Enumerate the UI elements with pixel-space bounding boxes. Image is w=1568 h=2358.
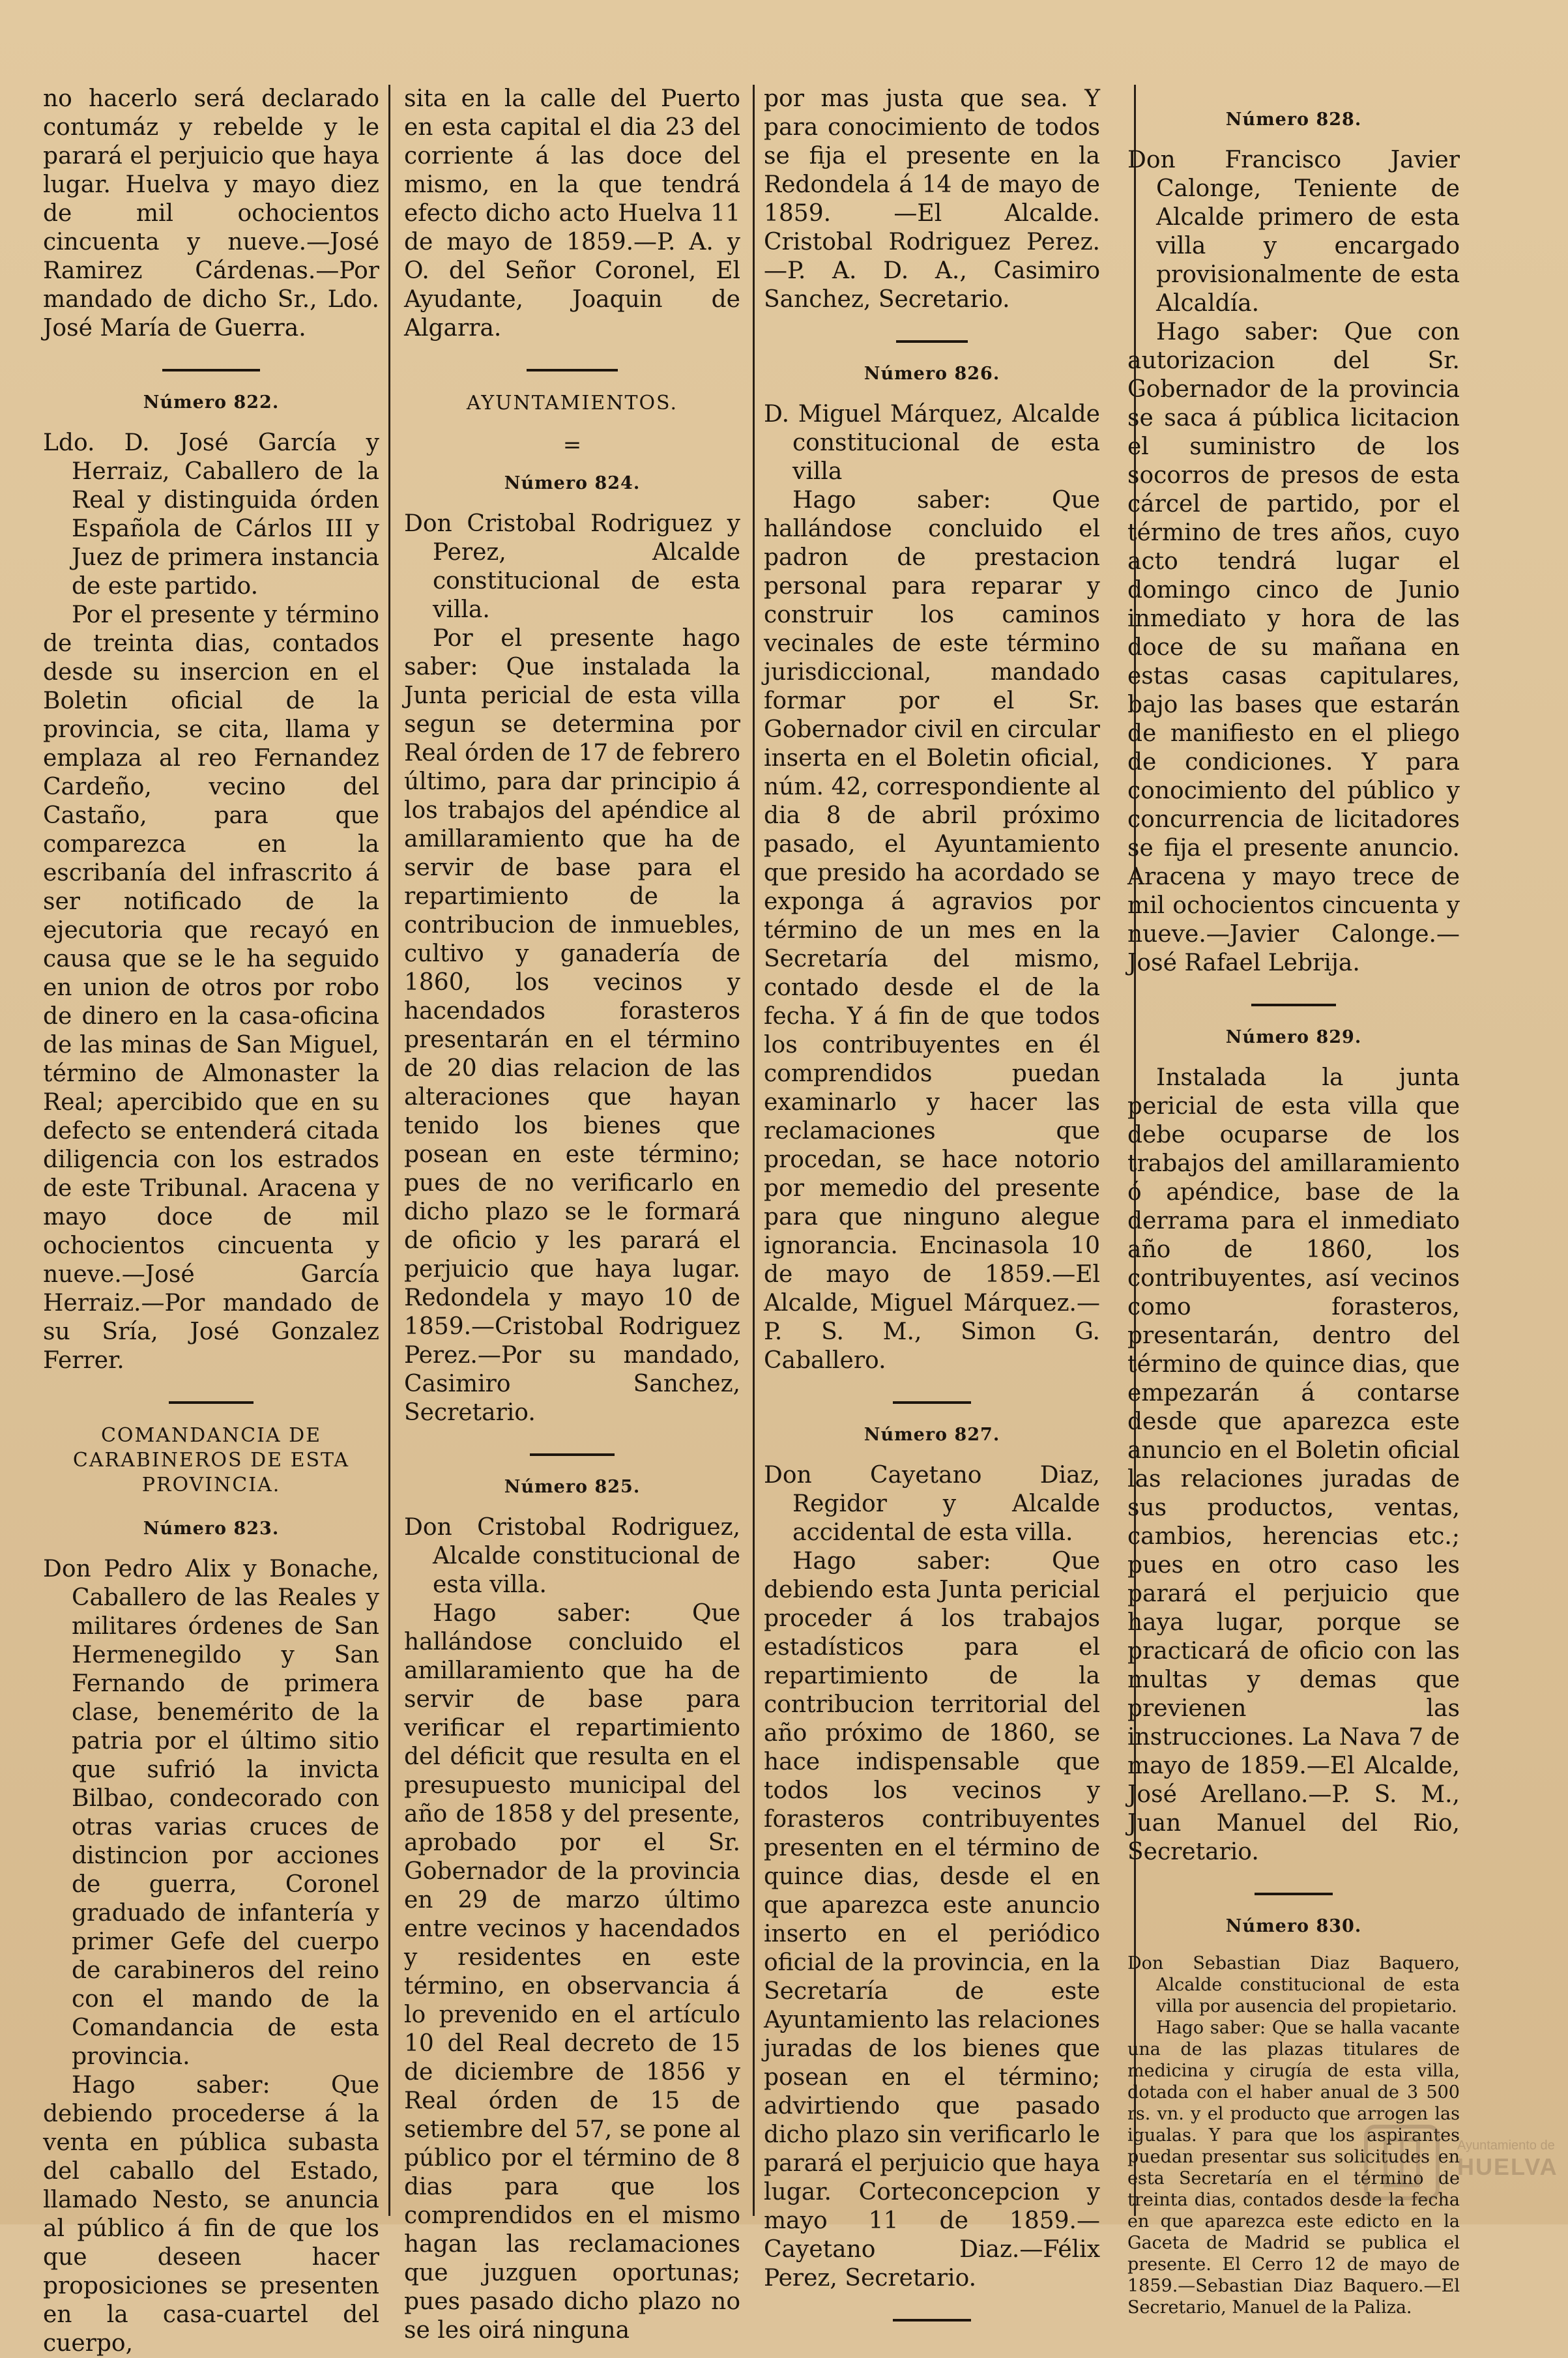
section-separator (1255, 1893, 1333, 1895)
watermark-line-1: Ayuntamiento de (1457, 2138, 1555, 2153)
column-2 (404, 85, 740, 2345)
notice-paragraph: Hago saber: Que con autorizacion del Sr. Gobernador de la provincia se saca á pública licitacion el suministro de los socorros de presos de esta cárcel de partido, por el término de tres años, cuyo acto tendrá lugar el domingo cinco de Junio inmediato y hora de las doce de su mañana en estas casas capitulares, bajo las bases que estarán de manifiesto en el pliego de condiciones. Y para conocimiento del público y concurrencia de licitadores se fija el presente anuncio. Aracena y mayo trece de mil ochocientos cincuenta y nueve.—Javier Calonge.—José Rafael Lebrija. (1127, 319, 1460, 976)
notice-number: Número 823. (143, 1519, 280, 1539)
column-3 (764, 85, 1100, 2341)
notice-header: Don Cristobal Rodriguez, Alcalde constitucional de esta villa. (404, 1514, 740, 1598)
column-rule (388, 85, 390, 2216)
notice-paragraph: sita en la calle del Puerto en esta capital el dia 23 del corriente á las doce del mismo, en la que tendrá efecto dicho acto Huelva 11 de mayo de 1859.—P. A. y O. del Señor Coronel, El Ayudante, Joaquin de Algarra. (404, 85, 740, 342)
section-separator (896, 340, 968, 343)
notice-header: D. Miguel Márquez, Alcalde constitucional de esta villa (764, 401, 1100, 485)
section-separator (162, 369, 260, 371)
notice-header: Don Cristobal Rodriguez y Perez, Alcalde constitucional de esta villa. (404, 510, 740, 623)
notice-paragraph: Instalada la junta pericial de esta villa que debe ocuparse de los trabajos del amillaramiento ó apéndice, base de la derrama para el inmediato año de 1860, los contribuyentes, así vecinos como forasteros, presentarán, dentro del término de quince dias, que empezarán á contarse desde que aparezca este anuncio en el Boletin oficial las relaciones juradas de sus productos, ventas, cambios, herencias etc.; pues en otro caso les parará el perjuicio que haya lugar, porque se practicará de oficio con las multas y demas que previenen las instrucciones. La Nava 7 de mayo de 1859.—El Alcalde, José Arellano.—P. S. M., Juan Manuel del Rio, Secretario. (1127, 1064, 1460, 1865)
section-separator (893, 1401, 971, 1404)
notice-number: Número 830. (1225, 1916, 1362, 1936)
notice-number: Número 829. (1225, 1027, 1362, 1047)
section-separator (527, 369, 618, 371)
notice-paragraph: Por el presente y término de treinta dias, contados desde su insercion en el Boletin oficial de la provincia, se cita, llama y emplaza al reo Fernandez Cardeño, vecino del Castaño, para que comparezca en la escribanía del infrascrito á ser notificado de la ejecutoria que recayó en causa que se le ha seguido en union de otros por robo de dinero en la casa-oficina de las minas de San Miguel, término de Almonaster la Real; apercibido que en su defecto se entenderá citada diligencia con los estrados de este Tribunal. Aracena y mayo doce de mil ochocientos cincuenta y nueve.—José García Herraiz.—Por mandado de su Sría, José Gonzalez Ferrer. (43, 602, 379, 1374)
section-separator (169, 1401, 254, 1404)
notice-header: Don Cayetano Diaz, Regidor y Alcalde accidental de esta villa. (764, 1462, 1100, 1546)
notice-number: Número 822. (143, 392, 280, 413)
column-1 (43, 85, 379, 2358)
watermark-line-2: HUELVA (1457, 2153, 1558, 2180)
section-separator (893, 2319, 971, 2322)
column-rule (753, 85, 755, 2216)
section-heading: AYUNTAMIENTOS. (466, 392, 678, 415)
huelva-seal-watermark (1359, 2120, 1558, 2205)
notice-paragraph: Hago saber: Que debiendo procederse á la venta en pública subasta del caballo del Estado, llamado Nesto, se anuncia al público á fin de que los que deseen hacer proposiciones se presenten en la casa-cuartel del cuerpo, (43, 2072, 379, 2357)
notice-number: Número 827. (864, 1425, 1000, 1445)
notice-paragraph: Hago saber: Que hallándose concluido el amillaramiento que ha de servir de base para verificar el repartimiento del déficit que resulta en el presupuesto municipal del año de 1858 y del presente, aprobado por el Sr. Gobernador de la provincia en 29 de marzo último entre vecinos y hacendados y residentes en este término, en observancia á lo prevenido en el artículo 10 del Real decreto de 15 de diciembre de 1856 y Real órden de 15 de setiembre del 57, se pone al público por el término de 8 dias para que los comprendidos en el mismo hagan las reclamaciones que juzguen oportunas; pues pasado dicho plazo no se les oirá ninguna (404, 1600, 740, 2344)
notice-paragraph: Hago saber: Que hallándose concluido el padron de prestacion personal para reparar y construir los caminos vecinales de este término jurisdiccional, mandado formar por el Sr. Gobernador civil en circular inserta en el Boletin oficial, núm. 42, correspondiente al dia 8 de abril próximo pasado, el Ayuntamiento que presido ha acordado se exponga á agravios por término de un mes en la Secretaría del mismo, contado desde el de la fecha. Y á fin de que todos los contribuyentes en él comprendidos puedan examinarlo y hacer las reclamaciones que procedan, se hace notorio por memedio del presente para que ninguno alegue ignorancia. Encinasola 10 de mayo de 1859.—El Alcalde, Miguel Márquez.—P. S. M., Simon G. Caballero. (764, 487, 1100, 1374)
notice-paragraph-small: Hago saber: Que se halla vacante una de las plazas titulares de medicina y cirugía de esta villa, dotada con el haber anual de 3 500 rs. vn. y el producto que arrogen las igualas. Y para que los aspirantes puedan presentar sus solicitudes en esta Secretaría en el término de treinta dias, contados desde la fecha en que aparezca este edicto en la Gaceta de Madrid se publica el presente. El Cerro 12 de mayo de 1859.—Sebastian Diaz Baquero.—El Secretario, Manuel de la Paliza. (1127, 2018, 1460, 2318)
section-heading: COMANDANCIA DE CARABINEROS DE ESTA PROVINCIA. (72, 1424, 350, 1496)
section-separator (1251, 1004, 1336, 1006)
notice-number: Número 824. (504, 473, 641, 493)
notice-paragraph: Por el presente hago saber: Que instalada la Junta pericial de esta villa segun se determina por Real órden de 17 de febrero último, para dar principio á los trabajos del apéndice al amillaramiento que ha de servir de base para el repartimiento de la contribucion de inmuebles, cultivo y ganadería de 1860, los vecinos y hacendados forasteros presentarán en el término de 20 dias relacion de las alteraciones que hayan tenido los bienes que posean en este término; pues de no verificarlo en dicho plazo se le formará de oficio y les parará el perjuicio que haya lugar. Redondela y mayo 10 de 1859.—Cristobal Rodriguez Perez.—Por su mandado, Casimiro Sanchez, Secretario. (404, 625, 740, 1426)
notice-paragraph-small: Don Sebastian Diaz Baquero, Alcalde constitucional de esta villa por ausencia del propietario. (1127, 1953, 1460, 2016)
notice-paragraph: Hago saber: Que debiendo esta Junta pericial proceder á los trabajos estadísticos para el repartimiento de la contribucion territorial del año próximo de 1860, se hace indispensable que todos los vecinos y forasteros contribuyentes presenten en el término de quince dias, desde el en que aparezca este anuncio inserto en el periódico oficial de la provincia, en la Secretaría de este Ayuntamiento las relaciones juradas de los bienes que posean en el término; advirtiendo que pasado dicho plazo sin verificarlo le parará el perjuicio que haya lugar. Corteconcepcion y mayo 11 de 1859.—Cayetano Diaz.—Félix Perez, Secretario. (764, 1548, 1100, 2292)
notice-header: Don Pedro Alix y Bonache, Caballero de las Reales y militares órdenes de San Hermenegildo y San Fernando de primera clase, benemérito de la patria por el último sitio que sufrió la invicta Bilbao, condecorado con otras varias cruces de distincion por acciones de guerra, Coronel graduado de infantería y primer Gefe del cuerpo de carabineros del reino con el mando de la Comandancia de esta provincia. (43, 1556, 379, 2070)
notice-number: Número 828. (1225, 109, 1362, 130)
section-separator (530, 1453, 615, 1456)
notice-paragraph: por mas justa que sea. Y para conocimiento de todos se fija el presente en la Redondela á 14 de mayo de 1859. —El Alcalde. Cristobal Rodriguez Perez.—P. A. D. A., Casimiro Sanchez, Secretario. (764, 85, 1100, 313)
notice-number: Número 826. (864, 364, 1000, 384)
notice-header: Ldo. D. José García y Herraiz, Caballero de la Real y distinguida órden Española de Cárlos III y Juez de primera instancia de este partido. (43, 429, 379, 600)
notice-header: Don Francisco Javier Calonge, Teniente de Alcalde primero de esta villa y encargado provisionalmente de esta Alcaldía. (1127, 147, 1460, 317)
notice-number: Número 825. (504, 1477, 641, 1497)
column-4 (1127, 91, 1460, 2318)
heading-ornament: = (562, 432, 582, 458)
notice-paragraph: no hacerlo será declarado contumáz y rebelde y le parará el perjuicio que haya lugar. Huelva y mayo diez de mil ochocientos cincuenta y nueve.—José Ramirez Cárdenas.—Por mandado de dicho Sr., Ldo. José María de Guerra. (43, 85, 379, 342)
shield-icon (1359, 2120, 1444, 2205)
